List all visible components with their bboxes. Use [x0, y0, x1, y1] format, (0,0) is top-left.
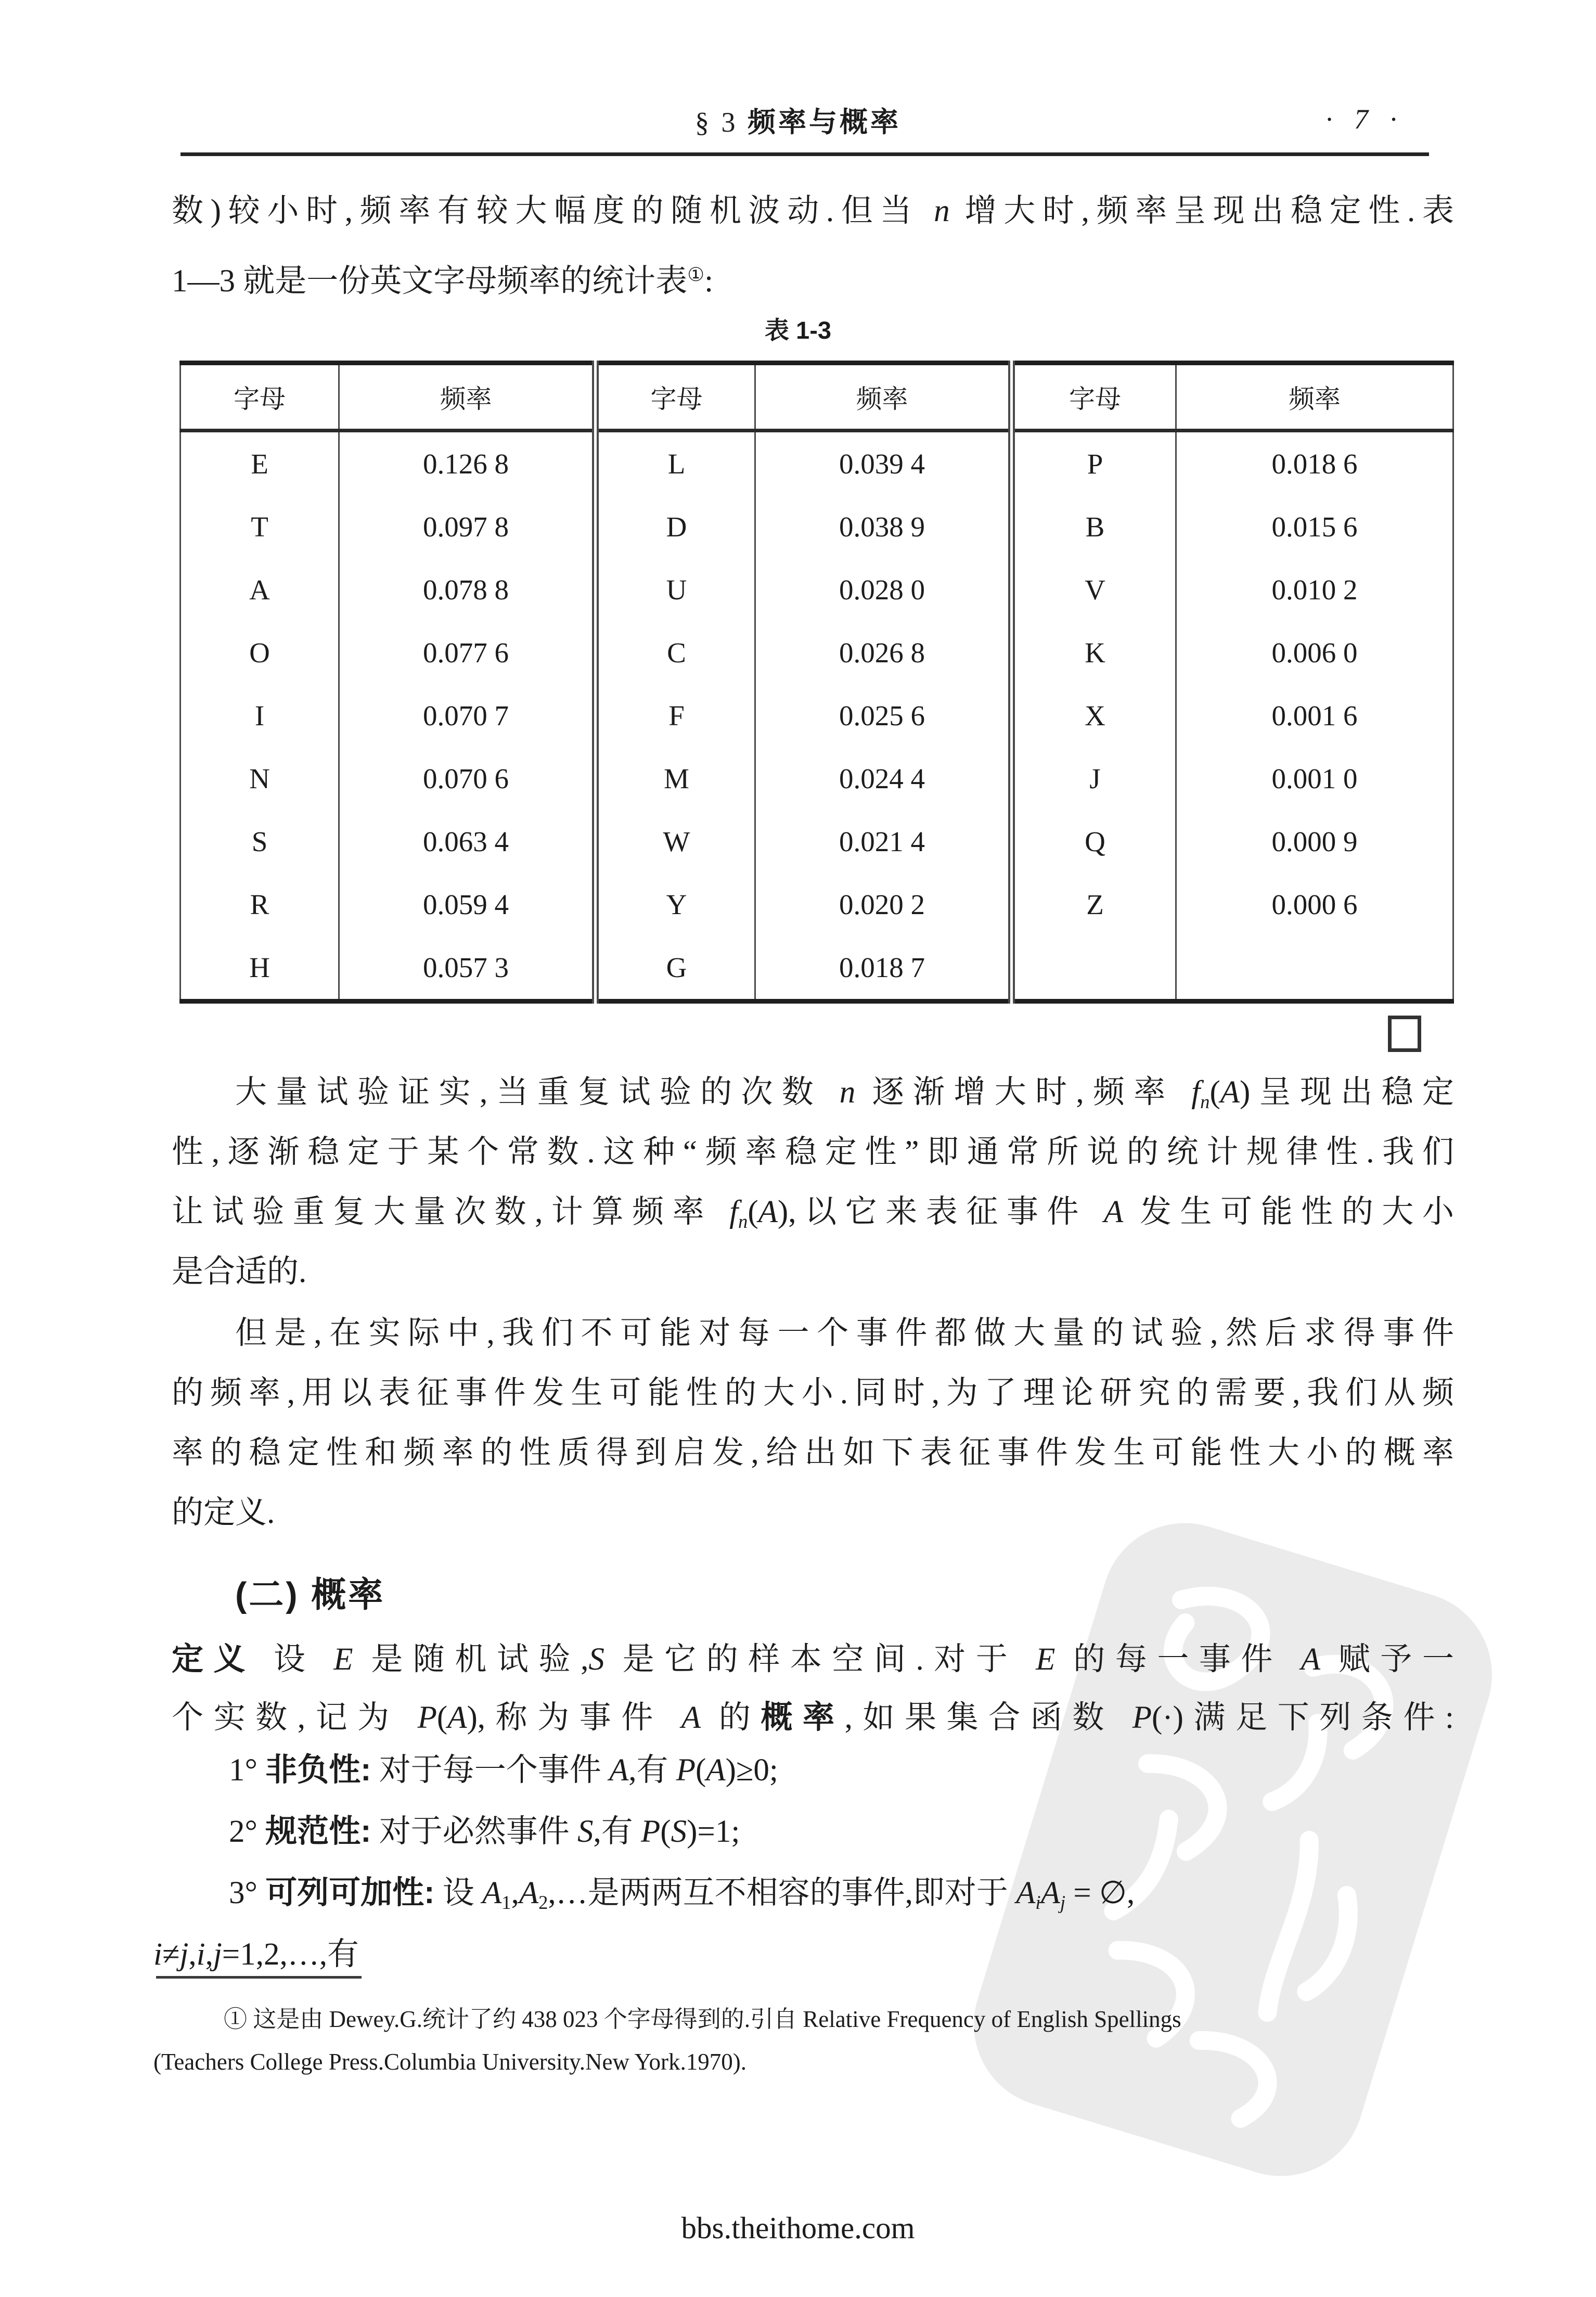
paragraph-frequency-stability [172, 1062, 1454, 1302]
section-heading-probability: (二) 概率 [235, 1575, 385, 1614]
text-line: 性,逐渐稳定于某个常数.这种“频率稳定性”即通常所说的统计规律性.我们 [172, 1135, 1454, 1170]
condition-normalization [172, 1813, 1581, 1850]
table-row [181, 558, 1453, 621]
frequency-cell: 0.059 4 [423, 889, 509, 920]
letter-frequency-table [179, 361, 1454, 1004]
letter-cell: F [596, 684, 755, 747]
table-caption: 表 1-3 [765, 316, 831, 344]
text-line: 3° 可列可加性: 设 $A_1,A_2,\dots$是两两互不相容的事件,即对于 $A_iA_j$ = ∅, [229, 1875, 1135, 1913]
table-row [181, 810, 1453, 873]
letter-cell: C [596, 621, 755, 684]
condition-countable-additivity [172, 1874, 1581, 1921]
frequency-cell: 0.077 6 [423, 637, 509, 669]
footnote [153, 1998, 1470, 2083]
frequency-cell: 0.020 2 [839, 889, 925, 920]
frequency-cell: 0.097 8 [423, 511, 509, 543]
site-watermark: bbs.theithome.com [681, 2211, 915, 2245]
table-row [181, 431, 1453, 496]
frequency-cell: 0.028 0 [839, 574, 925, 606]
text-line: 大量试验证实,当重复试验的次数 n 逐渐增大时,频率 $f_n(A)$呈现出稳定 [235, 1075, 1454, 1112]
frequency-cell: 0.070 7 [423, 700, 509, 732]
letter-cell: X [1012, 684, 1176, 747]
frequency-cell: 0.006 0 [1271, 637, 1358, 669]
frequency-cell: 0.018 6 [1271, 448, 1358, 480]
letter-cell: U [596, 558, 755, 621]
frequency-cell: 0.015 6 [1271, 511, 1358, 543]
table-row [181, 747, 1453, 810]
letter-cell: J [1012, 747, 1176, 810]
header-rule [181, 152, 1429, 156]
condition-countable-additivity-continuation [153, 1936, 1506, 1973]
letter-cell: K [1012, 621, 1176, 684]
column-header-letter: 字母 [1012, 363, 1176, 431]
frequency-cell: 0.078 8 [423, 574, 509, 606]
frequency-cell: 0.001 6 [1271, 700, 1358, 732]
frequency-cell: 0.000 6 [1271, 889, 1358, 920]
letter-cell: S [181, 810, 339, 873]
letter-cell: P [1012, 431, 1176, 496]
letter-cell: O [181, 621, 339, 684]
frequency-cell: 0.057 3 [423, 952, 509, 983]
frequency-cell: 0.039 4 [839, 448, 925, 480]
footnote-line: ① 这是由 Dewey.G.统计了约 438 023 个字母得到的.引自 Relative Frequency of English Spellings [224, 2006, 1181, 2032]
text-line: 但是,在实际中,我们不可能对每一个事件都做大量的试验,然后求得事件 [235, 1316, 1454, 1351]
column-header-letter: 字母 [181, 363, 339, 431]
square-mark [1388, 1016, 1421, 1052]
text-line: 定义 设 E 是随机试验,S 是它的样本空间.对于 E 的每一事件 A 赋予一 [172, 1641, 1454, 1677]
letter-cell: Z [1012, 873, 1176, 936]
table-row [181, 873, 1453, 936]
intro-paragraph [172, 179, 1454, 306]
text-line: 1° 非负性: 对于每一个事件 A,有 P(A)≥0; [229, 1752, 778, 1788]
letter-cell: I [181, 684, 339, 747]
condition-nonnegativity [172, 1751, 1581, 1789]
footnote-divider [156, 1976, 362, 1979]
letter-cell [1012, 936, 1176, 1002]
table-row [181, 495, 1453, 558]
frequency-cell [1176, 936, 1453, 1002]
letter-cell: Q [1012, 810, 1176, 873]
table-row [181, 621, 1453, 684]
text-line: i≠j,i,j=1,2,…,有 [153, 1937, 359, 1972]
page-number: · 7 · [1325, 104, 1404, 135]
text-line: 个实数,记为 P(A),称为事件 A 的概率,如果集合函数 P(·)满足下列条件: [172, 1699, 1454, 1735]
letter-cell: N [181, 747, 339, 810]
column-header-frequency: 频率 [339, 363, 596, 431]
frequency-cell: 0.026 8 [839, 637, 925, 669]
running-header-section-title: § 3 频率与概率 [695, 107, 901, 138]
definition-paragraph [172, 1629, 1454, 1746]
text-line: 1—3 就是一份英文字母频率的统计表①: [172, 264, 714, 299]
letter-cell: W [596, 810, 755, 873]
frequency-cell: 0.001 0 [1271, 763, 1358, 794]
text-line: 2° 规范性: 对于必然事件 S,有 P(S)=1; [229, 1813, 740, 1849]
table-row [181, 684, 1453, 747]
table-header-row [181, 363, 1453, 431]
frequency-cell: 0.010 2 [1271, 574, 1358, 606]
text-line: 率的稳定性和频率的性质得到启发,给出如下表征事件发生可能性大小的概率 [172, 1435, 1454, 1470]
letter-cell: D [596, 495, 755, 558]
frequency-cell: 0.070 6 [423, 763, 509, 794]
frequency-cell: 0.126 8 [423, 448, 509, 480]
text-line: 的频率,用以表征事件发生可能性的大小.同时,为了理论研究的需要,我们从频 [172, 1376, 1454, 1410]
frequency-cell: 0.024 4 [839, 763, 925, 794]
letter-cell: Y [596, 873, 755, 936]
text-line: 是合适的. [172, 1254, 307, 1289]
frequency-cell: 0.063 4 [423, 826, 509, 857]
frequency-cell: 0.025 6 [839, 700, 925, 732]
frequency-cell: 0.000 9 [1271, 826, 1358, 857]
paragraph-practical-limitation [172, 1303, 1454, 1543]
letter-cell: R [181, 873, 339, 936]
footnote-line: (Teachers College Press.Columbia University.New York.1970). [153, 2049, 747, 2075]
column-header-frequency: 频率 [1176, 363, 1453, 431]
text-line: 让试验重复大量次数,计算频率 $f_n(A)$,以它来表征事件 A 发生可能性的大小 [172, 1195, 1454, 1232]
column-header-letter: 字母 [596, 363, 755, 431]
text-line: 的定义. [172, 1495, 275, 1530]
letter-cell: M [596, 747, 755, 810]
column-header-frequency: 频率 [755, 363, 1012, 431]
frequency-cell: 0.018 7 [839, 952, 925, 983]
table-row [181, 936, 1453, 1002]
text-line: 数)较小时,频率有较大幅度的随机波动.但当 n 增大时,频率呈现出稳定性.表 [172, 194, 1454, 228]
frequency-cell: 0.038 9 [839, 511, 925, 543]
letter-cell: A [181, 558, 339, 621]
frequency-cell: 0.021 4 [839, 826, 925, 857]
letter-cell: T [181, 495, 339, 558]
letter-cell: L [596, 431, 755, 496]
letter-cell: H [181, 936, 339, 1002]
letter-cell: G [596, 936, 755, 1002]
letter-cell: V [1012, 558, 1176, 621]
letter-cell: B [1012, 495, 1176, 558]
letter-cell: E [181, 431, 339, 496]
